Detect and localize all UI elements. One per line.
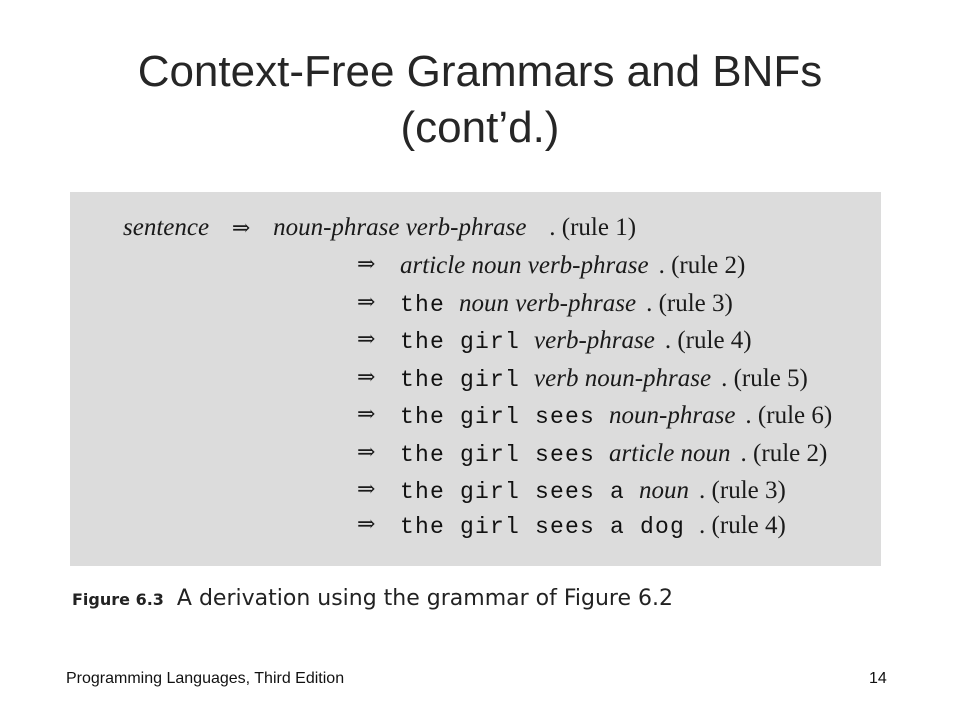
nonterminal-symbols: noun-phrase <box>609 402 736 429</box>
nonterminal-symbols: noun verb-phrase <box>459 290 637 317</box>
derivation-step <box>70 508 881 542</box>
derivation-step <box>70 473 881 507</box>
sentential-form <box>400 508 786 544</box>
derives-arrow-icon: ⇒ <box>357 477 376 502</box>
terminal-symbols: the girl <box>400 329 521 355</box>
derivation-step <box>70 286 881 320</box>
first-sentential-form: noun-phrase verb-phrase <box>273 214 527 241</box>
derivation-step <box>70 248 881 282</box>
first-rule: . (rule 1) <box>549 214 637 241</box>
nonterminal-symbols: article noun <box>609 440 731 467</box>
terminal-symbols: the <box>400 292 446 318</box>
rule-reference: . (rule 4) <box>699 512 786 539</box>
figure-caption <box>72 586 673 611</box>
derivation-step <box>70 436 881 470</box>
sentential-form <box>400 398 832 434</box>
derivation-first-line <box>123 210 636 244</box>
derives-arrow-icon: ⇒ <box>231 216 251 241</box>
rule-reference: . (rule 2) <box>740 440 828 467</box>
rule-reference: . (rule 5) <box>721 365 808 392</box>
derivation-step <box>70 398 881 432</box>
derives-arrow-icon: ⇒ <box>357 402 376 427</box>
nonterminal-symbols: verb noun-phrase <box>534 365 712 392</box>
sentential-form <box>400 436 827 472</box>
nonterminal-symbols: noun <box>639 477 690 504</box>
derives-arrow-icon: ⇒ <box>357 512 376 537</box>
figure-caption-text: A derivation using the grammar of Figure 6.2 <box>176 586 673 611</box>
sentential-form <box>400 248 745 283</box>
sentential-form <box>400 473 786 509</box>
derives-arrow-icon: ⇒ <box>357 252 376 277</box>
derivation-step <box>70 361 881 395</box>
rule-reference: . (rule 3) <box>646 290 733 317</box>
sentential-form <box>400 286 733 322</box>
footer-book-title: Programming Languages, Third Edition <box>66 670 345 687</box>
sentential-form <box>400 361 808 397</box>
rule-reference: . (rule 3) <box>699 477 786 504</box>
rule-reference: . (rule 2) <box>658 252 746 279</box>
rule-reference: . (rule 6) <box>745 402 833 429</box>
nonterminal-symbols: verb-phrase <box>534 327 655 354</box>
rule-reference: . (rule 4) <box>664 327 752 354</box>
terminal-symbols: the girl sees a <box>400 479 626 505</box>
start-symbol: sentence <box>123 214 210 241</box>
terminal-symbols: the girl sees <box>400 442 596 468</box>
terminal-symbols: the girl sees <box>400 404 596 430</box>
slide-title-line-1: Context-Free Grammars and BNFs <box>137 47 823 96</box>
terminal-symbols: the girl <box>400 367 521 393</box>
footer-page-number: 14 <box>869 670 887 687</box>
derives-arrow-icon: ⇒ <box>357 290 376 315</box>
sentential-form <box>400 323 752 359</box>
derives-arrow-icon: ⇒ <box>357 440 376 465</box>
terminal-symbols: the girl sees a dog <box>400 514 686 540</box>
nonterminal-symbols: article noun verb-phrase <box>400 252 649 279</box>
slide-title <box>0 44 960 156</box>
slide-title-line-2: (cont’d.) <box>400 103 560 152</box>
derives-arrow-icon: ⇒ <box>357 327 376 352</box>
derivation-figure <box>70 192 881 566</box>
figure-label: Figure 6.3 <box>72 590 164 609</box>
derivation-step <box>70 323 881 357</box>
derives-arrow-icon: ⇒ <box>357 365 376 390</box>
